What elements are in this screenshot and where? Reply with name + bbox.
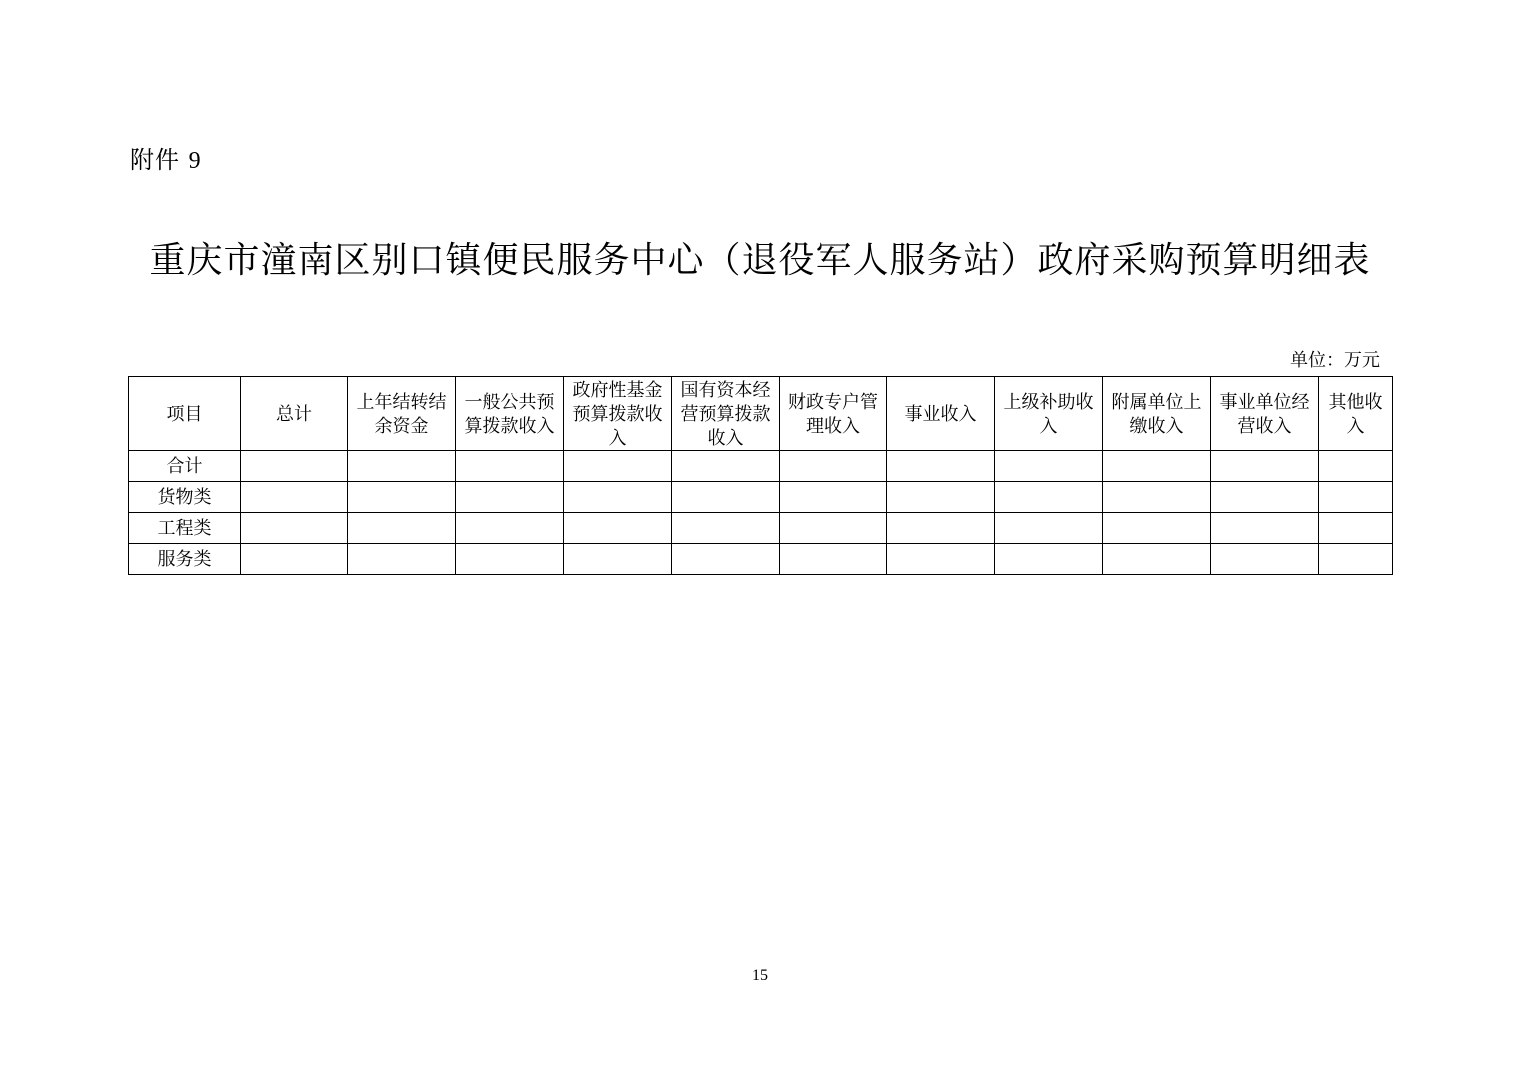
table-cell bbox=[1319, 451, 1393, 482]
table-cell bbox=[887, 451, 995, 482]
table-cell bbox=[456, 482, 564, 513]
header-general-budget: 一般公共预算拨款收入 bbox=[456, 377, 564, 451]
unit-label: 单位：万元 bbox=[1290, 350, 1380, 370]
table-cell bbox=[1103, 513, 1211, 544]
table-cell bbox=[456, 513, 564, 544]
table-cell bbox=[780, 451, 887, 482]
table-row bbox=[129, 451, 1393, 482]
table-cell bbox=[1211, 544, 1319, 575]
table-cell bbox=[1319, 513, 1393, 544]
table-cell bbox=[672, 544, 780, 575]
table-cell bbox=[1211, 482, 1319, 513]
page-number: 15 bbox=[752, 967, 768, 984]
table-header-row bbox=[129, 377, 1393, 451]
table-cell bbox=[348, 482, 456, 513]
table-cell bbox=[348, 451, 456, 482]
table-cell bbox=[456, 544, 564, 575]
table-cell bbox=[780, 513, 887, 544]
row-label: 工程类 bbox=[129, 513, 241, 544]
table-cell bbox=[241, 544, 348, 575]
table-cell bbox=[1319, 544, 1393, 575]
table-cell bbox=[995, 482, 1103, 513]
header-operating-income: 事业单位经营收入 bbox=[1211, 377, 1319, 451]
header-fiscal-account: 财政专户管理收入 bbox=[780, 377, 887, 451]
table-cell bbox=[672, 451, 780, 482]
attachment-text: 附件 bbox=[130, 146, 180, 174]
header-other-income: 其他收入 bbox=[1319, 377, 1393, 451]
table-cell bbox=[1211, 513, 1319, 544]
header-total: 总计 bbox=[241, 377, 348, 451]
header-business-income: 事业收入 bbox=[887, 377, 995, 451]
table-cell bbox=[995, 544, 1103, 575]
header-carryover: 上年结转结余资金 bbox=[348, 377, 456, 451]
attachment-number: 9 bbox=[188, 148, 202, 174]
header-state-capital: 国有资本经营预算拨款收入 bbox=[672, 377, 780, 451]
table-cell bbox=[241, 451, 348, 482]
header-affiliated-unit: 附属单位上缴收入 bbox=[1103, 377, 1211, 451]
table-cell bbox=[456, 451, 564, 482]
header-government-fund: 政府性基金预算拨款收入 bbox=[564, 377, 672, 451]
header-superior-subsidy: 上级补助收入 bbox=[995, 377, 1103, 451]
header-item: 项目 bbox=[129, 377, 241, 451]
attachment-label bbox=[130, 144, 202, 177]
table-cell bbox=[887, 513, 995, 544]
table-cell bbox=[672, 482, 780, 513]
row-label: 服务类 bbox=[129, 544, 241, 575]
table-cell bbox=[241, 513, 348, 544]
table-cell bbox=[348, 544, 456, 575]
table-row bbox=[129, 482, 1393, 513]
table-cell bbox=[887, 482, 995, 513]
table-cell bbox=[348, 513, 456, 544]
table-cell bbox=[887, 544, 995, 575]
table-cell bbox=[1319, 482, 1393, 513]
table-cell bbox=[995, 513, 1103, 544]
row-label: 货物类 bbox=[129, 482, 241, 513]
table-cell bbox=[1211, 451, 1319, 482]
table-cell bbox=[672, 513, 780, 544]
table-cell bbox=[1103, 482, 1211, 513]
table-cell bbox=[241, 482, 348, 513]
table-cell bbox=[564, 513, 672, 544]
row-label: 合计 bbox=[129, 451, 241, 482]
table-cell bbox=[564, 482, 672, 513]
table-cell bbox=[780, 544, 887, 575]
procurement-budget-table bbox=[128, 376, 1393, 575]
table-row bbox=[129, 513, 1393, 544]
table-cell bbox=[564, 544, 672, 575]
table-cell bbox=[564, 451, 672, 482]
table-cell bbox=[995, 451, 1103, 482]
document-title: 重庆市潼南区别口镇便民服务中心（退役军人服务站）政府采购预算明细表 bbox=[149, 240, 1371, 281]
table-cell bbox=[780, 482, 887, 513]
table-row bbox=[129, 544, 1393, 575]
table-cell bbox=[1103, 451, 1211, 482]
table-cell bbox=[1103, 544, 1211, 575]
